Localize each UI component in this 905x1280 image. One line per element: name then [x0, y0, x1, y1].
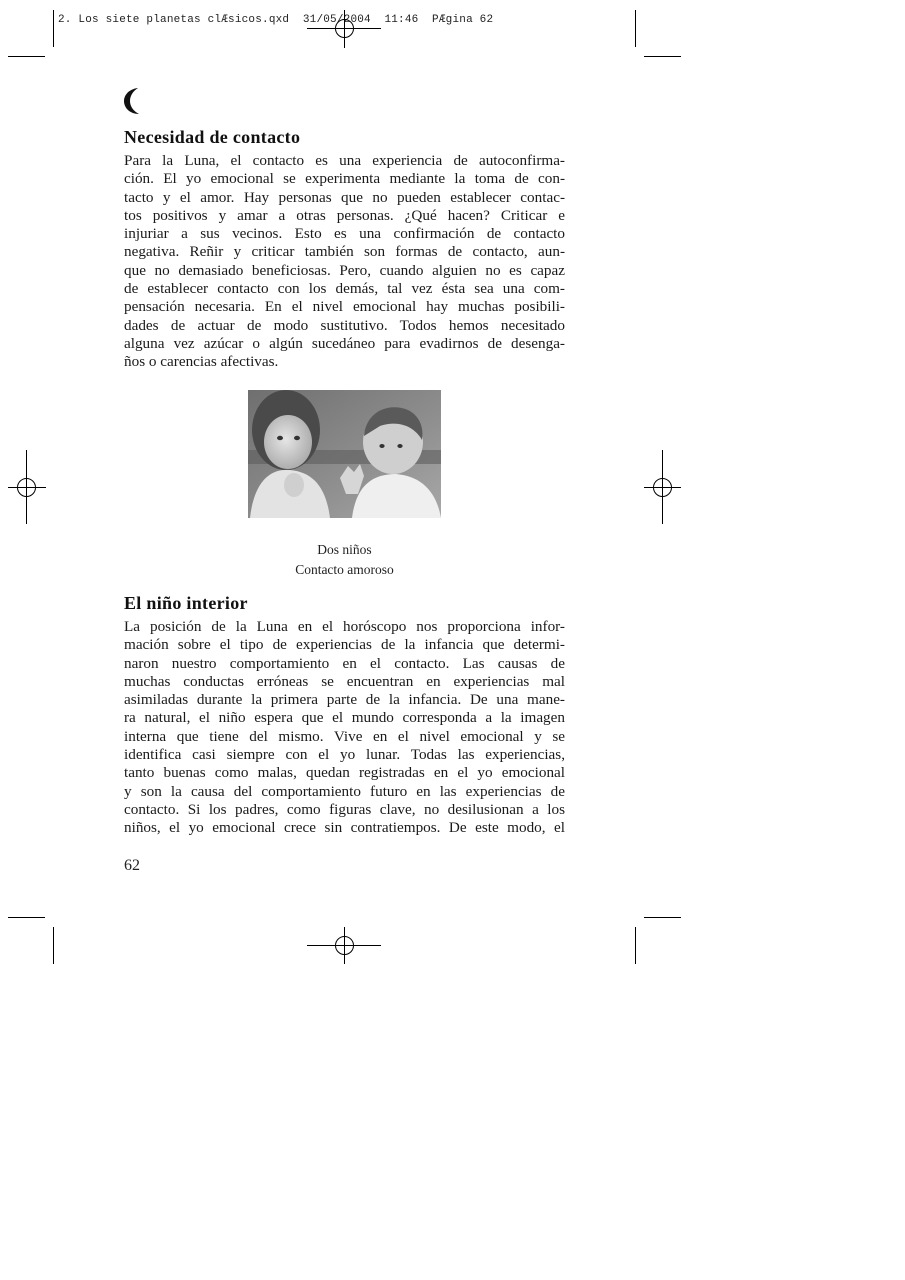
- registration-mark-top: [307, 10, 381, 48]
- text-line: identifica casi siempre con el yo lunar. Todas las experiencias,: [124, 746, 565, 764]
- text-line: pensación necesaria. En el nivel emocional hay muchas posibili-: [124, 298, 565, 316]
- text-line: mación sobre el tipo de experiencias de la infancia que determi-: [124, 636, 565, 654]
- registration-mark-right: [644, 450, 681, 524]
- text-line: niños, el yo emocional crece sin contratiempos. De este modo, el: [124, 819, 565, 837]
- text-line: interna que tiene del mismo. Vive en el nivel emocional y se: [124, 727, 565, 745]
- children-photo: [248, 390, 441, 518]
- text-line: La posición de la Luna en el horóscopo nos proporciona infor-: [124, 618, 565, 635]
- body-paragraph-contact: [124, 152, 565, 372]
- text-line: dades de actuar de modo sustitutivo. Todos hemos necesitado: [124, 316, 565, 334]
- text-line: tanto buenas como malas, quedan registradas en el yo emocional: [124, 764, 565, 782]
- registration-mark-left: [8, 450, 46, 524]
- children-photo-image: [248, 390, 441, 518]
- section-heading-contact: Necesidad de contacto: [124, 127, 301, 147]
- text-line: asimiladas durante la primera parte de la infancia. De una mane-: [124, 691, 565, 709]
- text-line: naron nuestro comportamiento en el contacto. Las causas de: [124, 654, 565, 672]
- text-line: alguna vez azúcar o algún sucedáneo para evadirnos de desenga-: [124, 334, 565, 352]
- text-line: negativa. Reñir y criticar también son formas de contacto, aun-: [124, 243, 565, 261]
- body-paragraph-inner-child: [124, 618, 565, 838]
- text-line: tos positivos y amar a otras personas. ¿Qué hacen? Criticar e: [124, 206, 565, 224]
- text-line: ra natural, el niño espera que el mundo corresponda a la imagen: [124, 709, 565, 727]
- text-line: injuriar a sus vecinos. Esto es una confirmación de contacto: [124, 225, 565, 243]
- section-heading-inner-child: El niño interior: [124, 593, 248, 613]
- text-line: contacto. Si los padres, como figuras clave, no desilusionan a los: [124, 800, 565, 818]
- text-line: muchas conductas erróneas se encuentran en experiencias mal: [124, 672, 565, 690]
- photo-caption-subtitle: Contacto amoroso: [295, 562, 394, 577]
- page-number: 62: [124, 857, 140, 874]
- text-line: y son la causa del comportamiento futuro en las experiencias de: [124, 782, 565, 800]
- text-line: de establecer contacto con los demás, tal vez ésta sea una com-: [124, 280, 565, 298]
- text-line: que no demasiado beneficiosas. Pero, cuando alguien no es capaz: [124, 261, 565, 279]
- moon-icon: [122, 86, 148, 116]
- text-line: ción. El yo emocional se experimenta mediante la toma de con-: [124, 170, 565, 188]
- text-line: Para la Luna, el contacto es una experiencia de autoconfirma-: [124, 152, 565, 169]
- print-slug: 2. Los siete planetas clÆsicos.qxd 31/05/2004 11:46 PÆgina 62: [58, 14, 494, 26]
- text-line: tacto y el amor. Hay personas que no pueden establecer contac-: [124, 188, 565, 206]
- registration-mark-bottom: [307, 927, 381, 964]
- photo-caption-title: Dos niños: [317, 542, 372, 557]
- text-line: ños o carencias afectivas.: [124, 353, 279, 371]
